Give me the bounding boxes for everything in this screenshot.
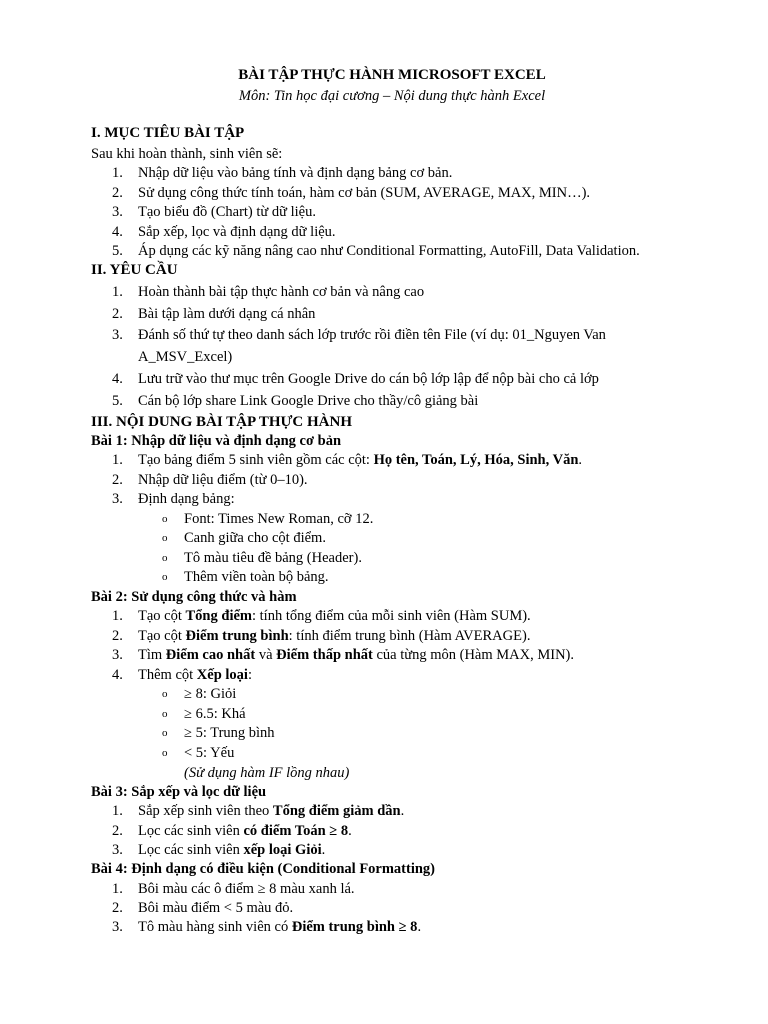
list-item: Tạo cột Tổng điểm: tính tổng điểm của mỗi sinh viên (Hàm SUM). (138, 608, 531, 624)
exercise-1-heading: Bài 1: Nhập dữ liệu và định dạng cơ bản (91, 433, 342, 449)
list-number: 1. (112, 452, 123, 468)
sub-item: ≥ 8: Giỏi (184, 686, 237, 702)
list-item: Cán bộ lớp share Link Google Drive cho thầy/cô giảng bài (138, 393, 479, 409)
list-number: 2. (112, 306, 123, 322)
section-1-heading: I. MỤC TIÊU BÀI TẬP (91, 125, 245, 141)
list-number: 2. (112, 628, 123, 644)
list-number: 2. (112, 472, 123, 488)
bullet-marker: o (162, 532, 168, 544)
list-item: Hoàn thành bài tập thực hành cơ bản và nâng cao (138, 284, 425, 300)
list-item: Bôi màu các ô điểm ≥ 8 màu xanh lá. (138, 881, 355, 897)
bullet-marker: o (162, 513, 168, 525)
list-number: 3. (112, 491, 123, 507)
list-number: 3. (112, 327, 123, 343)
bullet-marker: o (162, 571, 168, 583)
list-item: Lưu trữ vào thư mục trên Google Drive do cán bộ lớp lập để nộp bài cho cả lớp (138, 371, 599, 387)
list-number: 4. (112, 371, 123, 387)
list-item: Bài tập làm dưới dạng cá nhân (138, 306, 316, 322)
list-number: 1. (112, 165, 123, 181)
sub-item: ≥ 6.5: Khá (184, 706, 246, 722)
list-item-continuation: A_MSV_Excel) (138, 349, 233, 365)
sub-item: Canh giữa cho cột điểm. (184, 530, 326, 546)
list-number: 3. (112, 842, 123, 858)
sub-item: ≥ 5: Trung bình (184, 725, 275, 741)
list-item: Lọc các sinh viên có điểm Toán ≥ 8. (138, 823, 352, 839)
list-number: 5. (112, 393, 123, 409)
list-number: 5. (112, 243, 123, 259)
bullet-marker: o (162, 688, 168, 700)
list-number: 1. (112, 803, 123, 819)
list-item: Sử dụng công thức tính toán, hàm cơ bản (SUM, AVERAGE, MAX, MIN…). (138, 185, 591, 201)
list-item: Nhập dữ liệu vào bảng tính và định dạng bảng cơ bản. (138, 165, 453, 181)
list-number: 3. (112, 204, 123, 220)
list-number: 1. (112, 608, 123, 624)
exercise-3-heading: Bài 3: Sắp xếp và lọc dữ liệu (91, 784, 267, 800)
exercise-2-heading: Bài 2: Sử dụng công thức và hàm (91, 589, 297, 605)
section-3-heading: III. NỘI DUNG BÀI TẬP THỰC HÀNH (91, 414, 353, 430)
sub-item: Tô màu tiêu đề bảng (Header). (184, 550, 362, 566)
doc-title: BÀI TẬP THỰC HÀNH MICROSOFT EXCEL (238, 67, 546, 83)
list-number: 1. (112, 284, 123, 300)
list-number: 3. (112, 919, 123, 935)
list-item: Định dạng bảng: (138, 491, 235, 507)
list-item: Tìm Điểm cao nhất và Điểm thấp nhất của từng môn (Hàm MAX, MIN). (138, 647, 575, 663)
list-number: 4. (112, 667, 123, 683)
sub-item: Font: Times New Roman, cỡ 12. (184, 511, 374, 527)
list-item: Áp dụng các kỹ năng nâng cao như Conditional Formatting, AutoFill, Data Validation. (138, 243, 640, 259)
bullet-marker: o (162, 552, 168, 564)
list-item: Tô màu hàng sinh viên có Điểm trung bình ≥ 8. (138, 919, 422, 935)
list-item: Sắp xếp, lọc và định dạng dữ liệu. (138, 224, 336, 240)
section-1-intro: Sau khi hoàn thành, sinh viên sẽ: (91, 146, 283, 162)
sub-item: < 5: Yếu (184, 745, 235, 761)
list-item: Thêm cột Xếp loại: (138, 667, 252, 683)
list-item: Tạo biểu đồ (Chart) từ dữ liệu. (138, 204, 316, 220)
list-item: Lọc các sinh viên xếp loại Giỏi. (138, 842, 326, 858)
list-item: Sắp xếp sinh viên theo Tổng điểm giảm dần. (138, 803, 405, 819)
list-item: Tạo bảng điểm 5 sinh viên gồm các cột: Họ tên, Toán, Lý, Hóa, Sinh, Văn. (138, 452, 583, 468)
list-item: Tạo cột Điểm trung bình: tính điểm trung bình (Hàm AVERAGE). (138, 628, 531, 644)
list-item: Bôi màu điểm < 5 màu đỏ. (138, 900, 294, 916)
bullet-marker: o (162, 727, 168, 739)
note-text: (Sử dụng hàm IF lồng nhau) (184, 765, 350, 781)
list-number: 2. (112, 900, 123, 916)
doc-subtitle: Môn: Tin học đại cương – Nội dung thực hành Excel (238, 88, 546, 104)
list-number: 1. (112, 881, 123, 897)
list-number: 4. (112, 224, 123, 240)
exercise-4-heading: Bài 4: Định dạng có điều kiện (Conditional Formatting) (91, 861, 436, 877)
sub-item: Thêm viền toàn bộ bảng. (184, 569, 329, 585)
list-item: Đánh số thứ tự theo danh sách lớp trước rồi điền tên File (ví dụ: 01_Nguyen Van (138, 327, 606, 343)
section-2-heading: II. YÊU CẦU (91, 262, 178, 278)
list-item: Nhập dữ liệu điểm (từ 0–10). (138, 472, 308, 488)
bullet-marker: o (162, 708, 168, 720)
list-number: 2. (112, 823, 123, 839)
list-number: 3. (112, 647, 123, 663)
list-number: 2. (112, 185, 123, 201)
bullet-marker: o (162, 747, 168, 759)
